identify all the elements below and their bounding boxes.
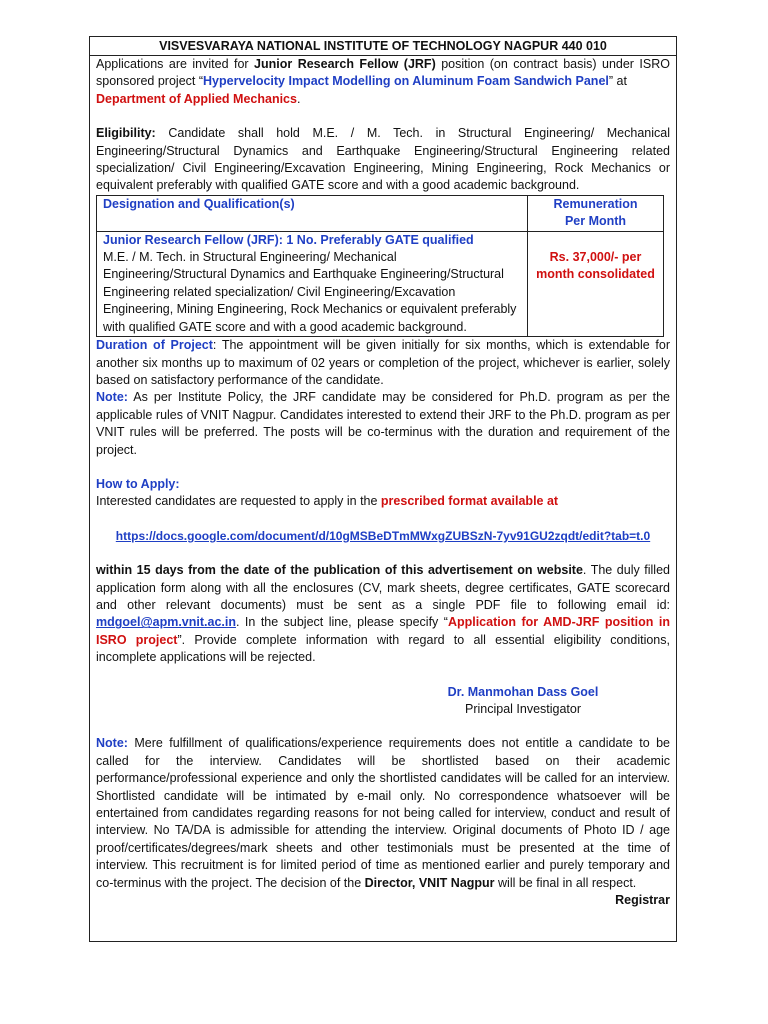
note-text: As per Institute Policy, the JRF candidate may be considered for Ph.D. program as per the applicable rules of VNIT Nagpur. Candidates interested to extend their JRF to the Ph.D. program as per VNIT rules will be preferred. The posts will be co-terminus with the duration and requirement of the project. — [96, 390, 670, 457]
remuneration-header-cell — [528, 195, 664, 231]
eligibility-label: Eligibility: — [96, 126, 156, 141]
designation-header: Designation and Qualification(s) — [103, 196, 295, 211]
spacer — [96, 459, 670, 476]
signatory-name — [96, 684, 670, 701]
department-name: Department of Applied Mechanics — [96, 91, 297, 106]
project-title: Hypervelocity Impact Modelling on Aluminum Foam Sandwich Panel — [203, 74, 609, 89]
apply-paragraph — [96, 562, 670, 666]
intro-text: Applications are invited for — [96, 57, 255, 71]
jrf-qualification: M.E. / M. Tech. in Structural Engineering/ Mechanical Engineering/Structural Dynamics and Earthquake Engineering/Structural Engineering related specialization/ Civil Engineering/Excavation Engineering, Mining Engineering, Rock Mechanics or equivalent preferably with qualified GATE score and with a good academic background. — [103, 250, 517, 334]
position-table — [96, 195, 664, 337]
application-form-link[interactable]: https://docs.google.com/document/d/10gMSBeDTmMWxgZUBSzN-7yv91GU2zqdt/edit?tab=t.0 — [115, 528, 651, 543]
intro-text: position (on contract basis) under ISRO sponsored project “ — [96, 57, 670, 89]
institute-title: VISVESVARAYA NATIONAL INSTITUTE OF TECHNOLOGY NAGPUR 440 010 — [90, 37, 676, 56]
note-label: Note: — [96, 390, 128, 405]
registrar: Registrar — [615, 893, 670, 908]
spacer — [96, 667, 670, 684]
remuneration-header: Remuneration — [553, 196, 638, 211]
advertisement-frame — [89, 36, 677, 942]
eligibility-paragraph — [96, 125, 670, 195]
application-form-link-line — [96, 528, 670, 545]
decision-authority: Director, VNIT Nagpur — [364, 875, 495, 890]
disclaimer-paragraph — [96, 735, 670, 892]
eligibility-text: Candidate shall hold M.E. / M. Tech. in Structural Engineering/ Mechanical Engineering/Structural Dynamics and Earthquake Engineering/Structural Engineering related specialization/ Civil Engineering/Excavation Engineering, Mining Engineering, Rock Mechanics or equivalent preferably with qualified GATE score and with a good academic background. — [96, 126, 670, 193]
remuneration-amount: Rs. 37,000/- per month consolidated — [536, 249, 655, 282]
disclaimer-label: Note: — [96, 736, 128, 751]
apply-text: . In the subject line, please specify “ — [236, 615, 448, 630]
spacer — [96, 511, 670, 528]
designation-header-cell — [97, 195, 528, 231]
signatory-role-text: Principal Investigator — [464, 702, 582, 716]
email-link[interactable]: mdgoel@apm.vnit.ac.in — [96, 615, 236, 630]
note-paragraph — [96, 389, 670, 459]
jrf-title: Junior Research Fellow (JRF): 1 No. Preferably GATE qualified — [103, 232, 474, 247]
spacer — [96, 718, 670, 735]
designation-cell — [97, 231, 528, 336]
signatory-role — [96, 701, 670, 718]
intro-paragraph — [96, 56, 670, 108]
prescribed-format: prescribed format available at — [380, 494, 559, 509]
duration-text: : The appointment will be given initially for six months, which is extendable for another six months up to maximum of 02 years or completion of the project, whichever is earlier, solely based on satisfactory performance of the candidate. — [96, 338, 670, 387]
signatory-name-text: Dr. Manmohan Dass Goel — [447, 684, 599, 699]
intro-text: . — [296, 91, 301, 106]
intro-text: ” at — [608, 74, 627, 89]
apply-intro-text: Interested candidates are requested to apply in the — [96, 494, 381, 509]
disclaimer-end: will be final in all respect. — [494, 875, 637, 890]
registrar-line — [96, 892, 670, 909]
spacer — [96, 545, 670, 562]
apply-text: ”. Provide complete information with regard to all essential eligibility conditions, incomplete applications will be rejected. — [96, 632, 670, 665]
apply-heading — [96, 476, 670, 493]
remuneration-header-sub: Per Month — [564, 214, 627, 229]
position-name: Junior Research Fellow (JRF) — [254, 57, 436, 71]
duration-label: Duration of Project — [96, 338, 213, 353]
duration-paragraph — [96, 337, 670, 389]
apply-text: . The duly filled application form along with all the enclosures (CV, mark sheets, degree certificates, GATE scorecard and other relevant documents) must be sent as a single PDF file to following email id: — [96, 563, 670, 612]
table-header-row — [97, 195, 664, 231]
apply-intro — [96, 493, 670, 510]
disclaimer-text: Mere fulfillment of qualifications/experience requirements does not entitle a candidate to be called for the interview. Candidates will be shortlisted based on their academic performance/professional experience and only the shortlisted candidates will be called for an interview. Shortlisted candidate will be intimated by e-mail only. No correspondence whatsoever will be entertained from candidates regarding reasons for not being called for interview, conduct and result of interview. No TA/DA is admissible for attending the interview. Original documents of Photo ID / age proof/certificates/degrees/mark sheets and other testimonials must be presented at the time of interview. This recruitment is for limited period of time as mentioned earlier and purely temporary and co-terminus with the project. The decision of the — [96, 736, 670, 890]
email-subject: Application for AMD-JRF position in ISRO project — [96, 615, 670, 647]
deadline-text: within 15 days from the date of the publication of this advertisement on website — [96, 563, 583, 578]
remuneration-cell — [528, 231, 664, 336]
spacer — [96, 108, 670, 125]
apply-heading-text: How to Apply: — [96, 476, 180, 491]
table-row — [97, 231, 664, 336]
advertisement-body — [90, 56, 676, 909]
